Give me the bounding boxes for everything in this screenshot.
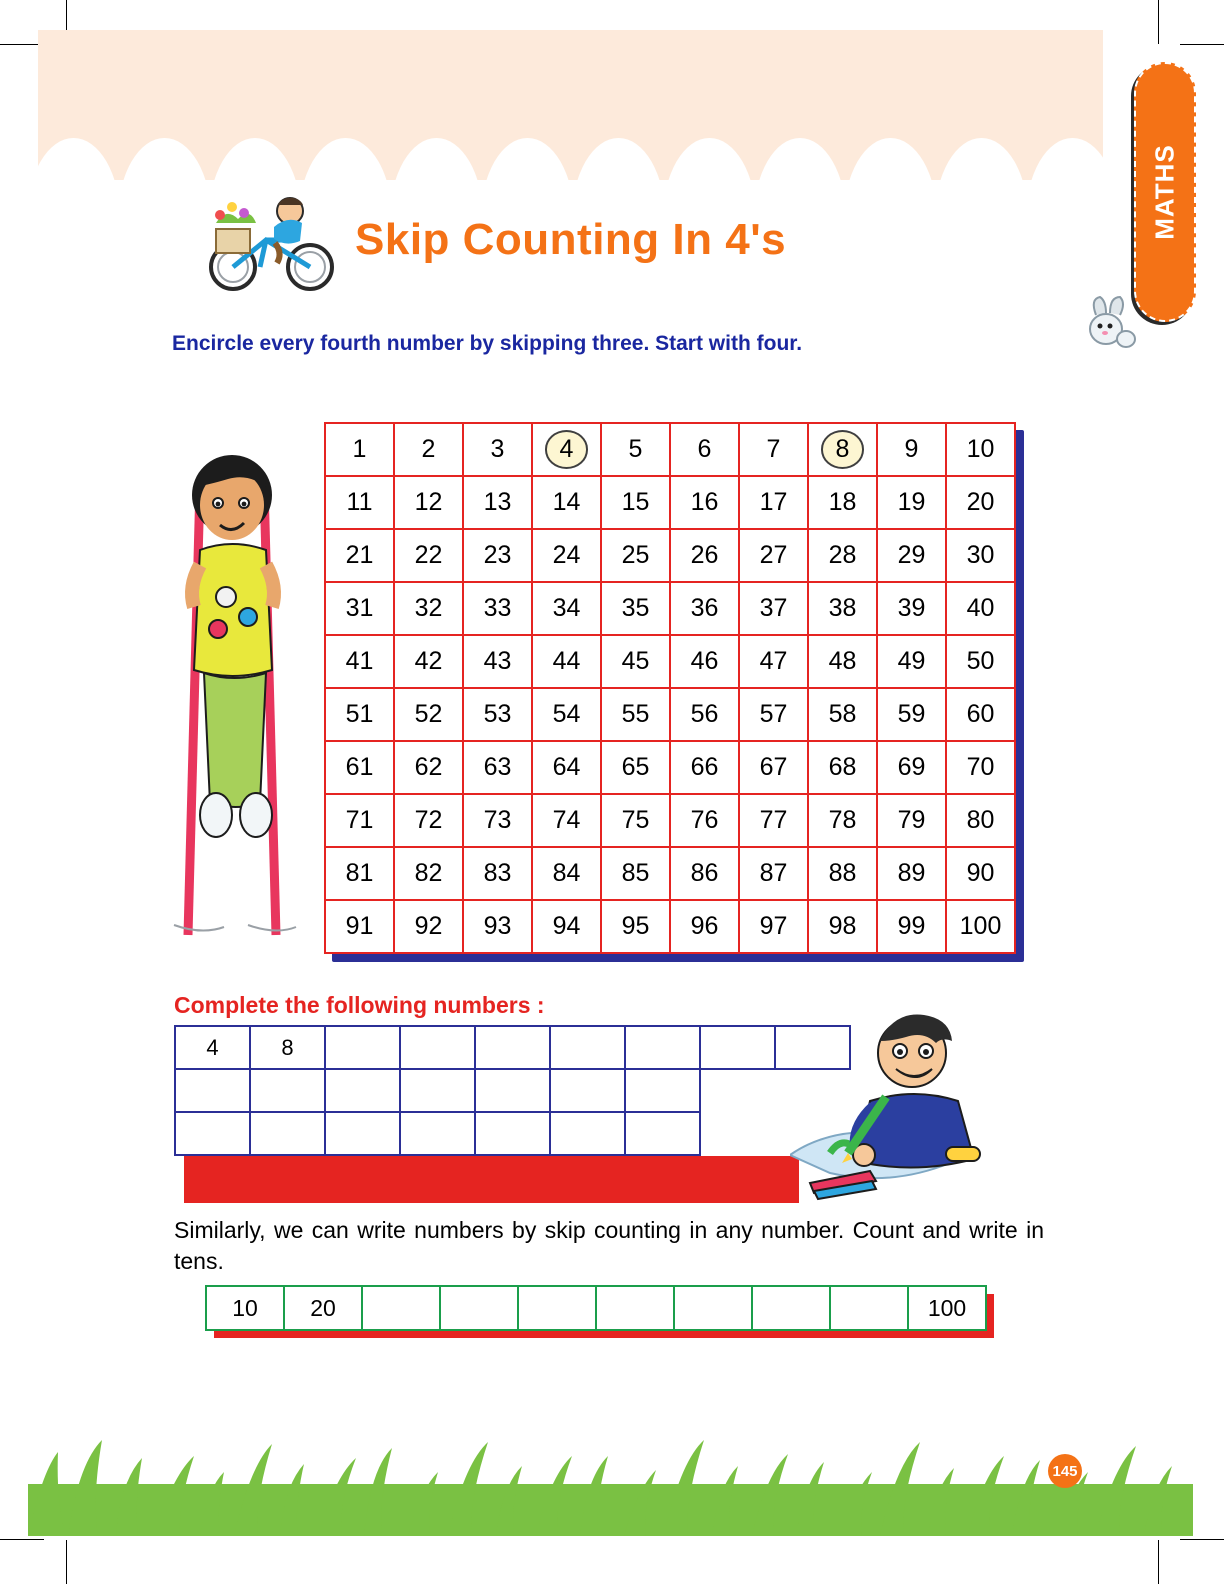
hundred-chart-cell[interactable]: 94 <box>532 900 601 953</box>
hundred-chart-cell[interactable]: 90 <box>946 847 1015 900</box>
instruction-text: Encircle every fourth number by skipping three. Start with four. <box>172 332 803 355</box>
hundred-chart-cell[interactable]: 50 <box>946 635 1015 688</box>
complete-numbers-cell[interactable] <box>400 1112 475 1155</box>
hundred-chart-cell[interactable]: 45 <box>601 635 670 688</box>
hundred-chart-cell[interactable]: 42 <box>394 635 463 688</box>
hundred-chart-cell[interactable]: 37 <box>739 582 808 635</box>
hundred-chart-cell[interactable]: 79 <box>877 794 946 847</box>
complete-numbers-cell[interactable] <box>175 1112 250 1155</box>
hundred-chart-row <box>325 476 1015 529</box>
hundred-chart-cell[interactable]: 39 <box>877 582 946 635</box>
hundred-chart-cell[interactable]: 48 <box>808 635 877 688</box>
hundred-chart-cell[interactable]: 80 <box>946 794 1015 847</box>
hundred-chart-row <box>325 741 1015 794</box>
hundred-chart-cell[interactable]: 44 <box>532 635 601 688</box>
hundred-chart-cell[interactable]: 97 <box>739 900 808 953</box>
hundred-chart-cell[interactable]: 60 <box>946 688 1015 741</box>
hundred-chart-cell[interactable]: 26 <box>670 529 739 582</box>
hundred-chart-cell[interactable]: 38 <box>808 582 877 635</box>
hundred-chart-row <box>325 688 1015 741</box>
tens-cell[interactable] <box>518 1286 596 1330</box>
hundred-chart-cell[interactable]: 12 <box>394 476 463 529</box>
hundred-chart-cell[interactable]: 89 <box>877 847 946 900</box>
hundred-chart-cell[interactable]: 3 <box>463 423 532 476</box>
complete-numbers-cell[interactable] <box>250 1069 325 1112</box>
hundred-chart-cell[interactable]: 13 <box>463 476 532 529</box>
complete-numbers-grid <box>174 1025 851 1156</box>
grass-illustration <box>28 1396 1193 1536</box>
hundred-chart-cell[interactable]: 91 <box>325 900 394 953</box>
hundred-chart-cell[interactable]: 29 <box>877 529 946 582</box>
hundred-chart-cell[interactable]: 83 <box>463 847 532 900</box>
hundred-chart-cell[interactable]: 23 <box>463 529 532 582</box>
complete-numbers-row <box>175 1112 850 1155</box>
circled-number: 4 <box>545 430 589 469</box>
hundred-chart-row <box>325 529 1015 582</box>
bicycle-boy-illustration <box>200 185 350 295</box>
hundred-chart-cell[interactable]: 1 <box>325 423 394 476</box>
header-decorative-band <box>38 30 1103 180</box>
hundred-chart-cell[interactable]: 15 <box>601 476 670 529</box>
complete-numbers-cell[interactable] <box>475 1112 550 1155</box>
hundred-chart-cell[interactable]: 34 <box>532 582 601 635</box>
complete-numbers-cell[interactable] <box>550 1069 625 1112</box>
hundred-chart-cell[interactable]: 55 <box>601 688 670 741</box>
hundred-chart-cell[interactable]: 66 <box>670 741 739 794</box>
hundred-chart-cell[interactable]: 57 <box>739 688 808 741</box>
hundred-chart-cell[interactable]: 98 <box>808 900 877 953</box>
hundred-chart-cell[interactable]: 88 <box>808 847 877 900</box>
hundred-chart-cell[interactable]: 32 <box>394 582 463 635</box>
complete-numbers-cell[interactable] <box>325 1112 400 1155</box>
hundred-chart-cell[interactable]: 27 <box>739 529 808 582</box>
hundred-chart-cell[interactable]: 25 <box>601 529 670 582</box>
hundred-chart-cell[interactable]: 19 <box>877 476 946 529</box>
complete-numbers-cell[interactable] <box>250 1112 325 1155</box>
crop-mark-top-right <box>1158 0 1159 44</box>
hundred-chart-row <box>325 635 1015 688</box>
complete-numbers-cell[interactable] <box>625 1026 700 1069</box>
hundred-chart-cell[interactable]: 14 <box>532 476 601 529</box>
hundred-chart-cell[interactable]: 62 <box>394 741 463 794</box>
hundred-chart-cell[interactable]: 85 <box>601 847 670 900</box>
hundred-chart-cell[interactable]: 56 <box>670 688 739 741</box>
hundred-chart-cell[interactable]: 43 <box>463 635 532 688</box>
hundred-chart-cell[interactable]: 58 <box>808 688 877 741</box>
hundred-chart-cell[interactable]: 92 <box>394 900 463 953</box>
hundred-chart-cell[interactable]: 72 <box>394 794 463 847</box>
hundred-chart-cell[interactable]: 40 <box>946 582 1015 635</box>
hundred-chart-cell[interactable]: 84 <box>532 847 601 900</box>
hundred-chart-cell[interactable]: 11 <box>325 476 394 529</box>
hundred-chart-row <box>325 423 1015 476</box>
complete-numbers-cell[interactable] <box>175 1069 250 1112</box>
hundred-chart-cell[interactable]: 93 <box>463 900 532 953</box>
hundred-chart-cell[interactable]: 35 <box>601 582 670 635</box>
tens-row <box>206 1286 986 1330</box>
hundred-chart-cell[interactable]: 9 <box>877 423 946 476</box>
hundred-chart-cell[interactable]: 99 <box>877 900 946 953</box>
hundred-chart-cell[interactable]: 41 <box>325 635 394 688</box>
hundred-chart-cell[interactable] <box>532 423 601 476</box>
tens-cell[interactable] <box>752 1286 830 1330</box>
hundred-chart-cell[interactable]: 20 <box>946 476 1015 529</box>
complete-numbers-spacer <box>700 1112 775 1155</box>
complete-numbers-cell[interactable] <box>550 1026 625 1069</box>
hundred-chart-cell[interactable]: 81 <box>325 847 394 900</box>
hundred-chart-cell[interactable]: 70 <box>946 741 1015 794</box>
hundred-chart-cell[interactable]: 65 <box>601 741 670 794</box>
tens-cell[interactable] <box>362 1286 440 1330</box>
hundred-chart-cell[interactable]: 53 <box>463 688 532 741</box>
complete-numbers-cell[interactable]: 8 <box>250 1026 325 1069</box>
hundred-chart-cell[interactable]: 78 <box>808 794 877 847</box>
complete-numbers-cell[interactable] <box>325 1026 400 1069</box>
hundred-chart-cell[interactable]: 87 <box>739 847 808 900</box>
stilt-walker-girl-illustration <box>160 425 310 955</box>
hundred-chart-cell[interactable]: 76 <box>670 794 739 847</box>
hundred-chart-cell[interactable]: 61 <box>325 741 394 794</box>
crop-mark-bottom-right <box>1158 1540 1159 1584</box>
hundred-chart-row <box>325 900 1015 953</box>
hundred-chart-cell[interactable]: 51 <box>325 688 394 741</box>
tens-cell[interactable] <box>596 1286 674 1330</box>
hundred-chart-cell[interactable]: 96 <box>670 900 739 953</box>
hundred-chart-cell[interactable]: 10 <box>946 423 1015 476</box>
circled-number: 8 <box>821 430 865 469</box>
complete-numbers-cell[interactable] <box>475 1026 550 1069</box>
hundred-chart-cell[interactable]: 22 <box>394 529 463 582</box>
hundred-chart-cell[interactable]: 71 <box>325 794 394 847</box>
hundred-chart-cell[interactable]: 46 <box>670 635 739 688</box>
hundred-chart <box>324 422 1016 954</box>
tens-cell[interactable]: 10 <box>206 1286 284 1330</box>
hundred-chart-cell[interactable]: 6 <box>670 423 739 476</box>
hundred-chart-cell[interactable]: 7 <box>739 423 808 476</box>
hundred-chart-cell[interactable]: 47 <box>739 635 808 688</box>
writing-boy-illustration <box>790 1005 1020 1205</box>
scallop-edge <box>38 138 1103 180</box>
hundred-chart-row <box>325 794 1015 847</box>
hundred-chart-cell[interactable]: 52 <box>394 688 463 741</box>
hundred-chart-cell[interactable]: 17 <box>739 476 808 529</box>
hundred-chart-cell[interactable]: 30 <box>946 529 1015 582</box>
crop-mark-right-top <box>1180 44 1224 45</box>
bunny-illustration <box>1086 295 1138 350</box>
hundred-chart-cell[interactable]: 49 <box>877 635 946 688</box>
complete-numbers-cell[interactable]: 4 <box>175 1026 250 1069</box>
tens-cell[interactable] <box>440 1286 518 1330</box>
hundred-chart-cell[interactable]: 95 <box>601 900 670 953</box>
subject-tab-label: MATHS <box>1149 144 1180 240</box>
complete-numbers-cell[interactable] <box>625 1112 700 1155</box>
hundred-chart-cell[interactable]: 18 <box>808 476 877 529</box>
hundred-chart-cell[interactable] <box>808 423 877 476</box>
hundred-chart-cell[interactable]: 100 <box>946 900 1015 953</box>
hundred-chart-cell[interactable]: 24 <box>532 529 601 582</box>
hundred-chart-cell[interactable]: 86 <box>670 847 739 900</box>
hundred-chart-cell[interactable]: 28 <box>808 529 877 582</box>
complete-numbers-cell[interactable] <box>400 1026 475 1069</box>
page-title: Skip Counting In 4's <box>355 215 787 264</box>
hundred-chart-cell[interactable]: 67 <box>739 741 808 794</box>
hundred-chart-cell[interactable]: 54 <box>532 688 601 741</box>
hundred-chart-cell[interactable]: 5 <box>601 423 670 476</box>
subject-tab-maths <box>1134 62 1196 322</box>
complete-heading: Complete the following numbers : <box>174 992 545 1018</box>
hundred-chart-cell[interactable]: 31 <box>325 582 394 635</box>
hundred-chart-cell[interactable]: 59 <box>877 688 946 741</box>
similarly-text: Similarly, we can write numbers by skip counting in any number. Count and write in tens. <box>174 1217 1044 1275</box>
complete-numbers-table <box>174 1025 851 1156</box>
page-number-badge: 145 <box>1048 1454 1082 1488</box>
hundred-chart-cell[interactable]: 69 <box>877 741 946 794</box>
complete-numbers-cell[interactable] <box>400 1069 475 1112</box>
hundred-chart-cell[interactable]: 68 <box>808 741 877 794</box>
hundred-chart-cell[interactable]: 33 <box>463 582 532 635</box>
hundred-chart-cell[interactable]: 82 <box>394 847 463 900</box>
hundred-chart-cell[interactable]: 74 <box>532 794 601 847</box>
hundred-chart-cell[interactable]: 75 <box>601 794 670 847</box>
hundred-chart-row <box>325 582 1015 635</box>
hundred-chart-cell[interactable]: 16 <box>670 476 739 529</box>
complete-numbers-cell[interactable] <box>550 1112 625 1155</box>
hundred-chart-cell[interactable]: 77 <box>739 794 808 847</box>
tens-cell[interactable] <box>674 1286 752 1330</box>
hundred-chart-row <box>325 847 1015 900</box>
complete-numbers-cell[interactable] <box>325 1069 400 1112</box>
hundred-chart-cell[interactable]: 64 <box>532 741 601 794</box>
complete-numbers-row <box>175 1069 850 1112</box>
hundred-chart-cell[interactable]: 21 <box>325 529 394 582</box>
tens-counting-table <box>205 1285 987 1331</box>
tens-counting-grid <box>205 1285 987 1331</box>
complete-numbers-row <box>175 1026 850 1069</box>
hundred-chart-cell[interactable]: 2 <box>394 423 463 476</box>
tens-cell[interactable]: 100 <box>908 1286 986 1330</box>
hundred-chart-cell[interactable]: 73 <box>463 794 532 847</box>
hundred-chart-cell[interactable]: 36 <box>670 582 739 635</box>
complete-numbers-cell[interactable] <box>625 1069 700 1112</box>
crop-mark-left-bottom <box>0 1539 44 1540</box>
hundred-chart-table <box>324 422 1016 954</box>
crop-mark-bottom-left <box>66 1540 67 1584</box>
tens-cell[interactable] <box>830 1286 908 1330</box>
tens-cell[interactable]: 20 <box>284 1286 362 1330</box>
crop-mark-right-bottom <box>1180 1539 1224 1540</box>
complete-numbers-cell[interactable] <box>700 1026 775 1069</box>
hundred-chart-cell[interactable]: 63 <box>463 741 532 794</box>
complete-numbers-cell[interactable] <box>475 1069 550 1112</box>
complete-numbers-spacer <box>700 1069 775 1112</box>
